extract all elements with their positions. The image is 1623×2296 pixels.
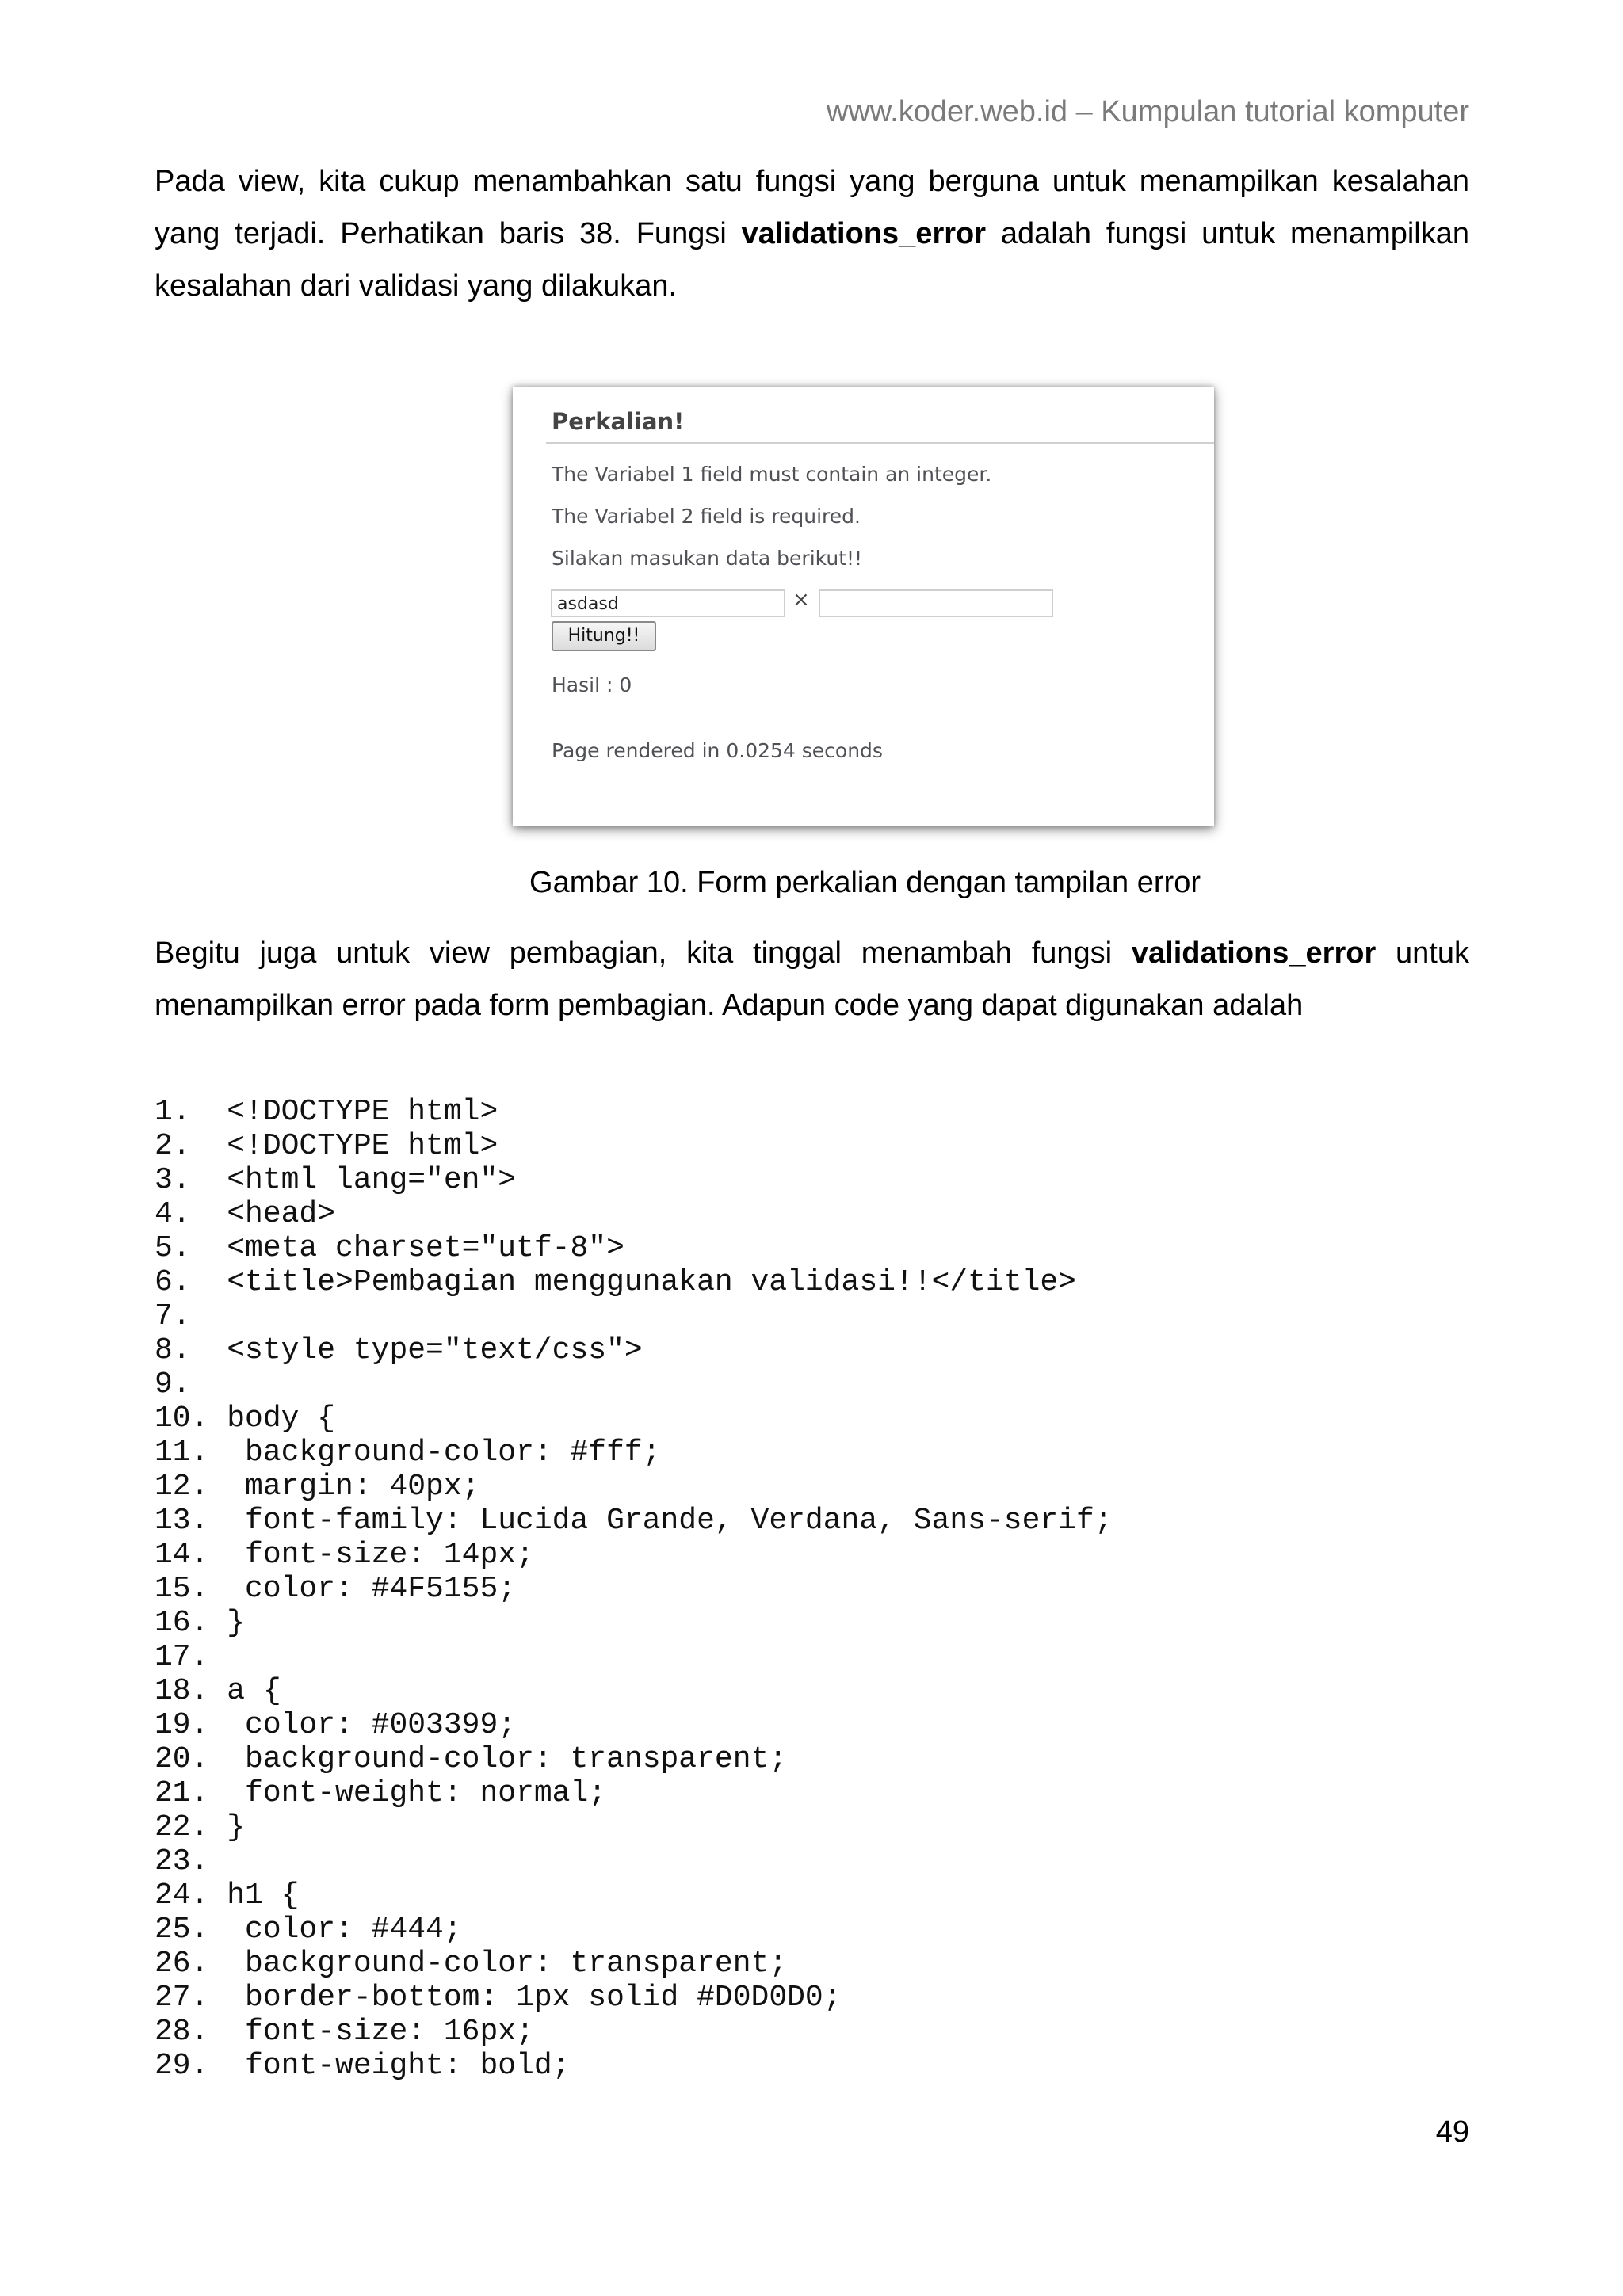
error-message: The Variabel 1 field must contain an integer.: [552, 463, 992, 486]
code-line: 23.: [155, 1844, 209, 1878]
code-line: 21. font-weight: normal;: [155, 1776, 607, 1810]
code-line: 7.: [155, 1299, 191, 1333]
code-line: 26. background-color: transparent;: [155, 1947, 788, 1981]
code-line: 25. color: #444;: [155, 1913, 462, 1947]
code-line: 14. font-size: 14px;: [155, 1538, 534, 1572]
code-line: 13. font-family: Lucida Grande, Verdana, Sans-serif;: [155, 1504, 1113, 1538]
hitung-button[interactable]: Hitung!!: [552, 621, 656, 651]
form-prompt: Silakan masukan data berikut!!: [552, 547, 863, 570]
code-line: 11. background-color: #fff;: [155, 1436, 661, 1470]
code-line: 29. font-weight: bold;: [155, 2049, 571, 2083]
multiply-sign: ×: [792, 588, 810, 612]
form-screenshot: [513, 387, 1214, 826]
page-number: 49: [1435, 2115, 1469, 2149]
code-listing: [155, 1095, 1113, 2083]
code-line: 12. margin: 40px;: [155, 1470, 480, 1504]
render-time-footer: Page rendered in 0.0254 seconds: [552, 739, 883, 762]
form-heading: Perkalian!: [552, 408, 685, 435]
paragraph-intro: [155, 155, 1469, 312]
figure-caption: Gambar 10. Form perkalian dengan tampilan error: [529, 866, 1201, 899]
code-line: 5. <meta charset="utf-8">: [155, 1231, 624, 1265]
code-line: 19. color: #003399;: [155, 1708, 517, 1742]
function-name: validations_error: [741, 217, 987, 250]
code-line: 6. <title>Pembagian menggunakan validasi!!</title>: [155, 1265, 1076, 1299]
variabel2-input[interactable]: [819, 589, 1053, 617]
result-text: Hasil : 0: [552, 673, 632, 696]
heading-divider: [546, 442, 1214, 444]
code-line: 8. <style type="text/css">: [155, 1333, 643, 1367]
code-line: 15. color: #4F5155;: [155, 1572, 517, 1606]
code-line: 3. <html lang="en">: [155, 1163, 517, 1197]
code-line: 18. a {: [155, 1674, 281, 1708]
paragraph-text: Pada view, kita cukup menambahkan satu fungsi yang berguna untuk menampilkan kesalahan yang terjadi. Perhatikan baris 38. Fungsi: [155, 165, 1469, 250]
function-name: validations_error: [1131, 936, 1377, 970]
error-message: The Variabel 2 field is required.: [552, 505, 861, 528]
code-line: 27. border-bottom: 1px solid #D0D0D0;: [155, 1981, 842, 2015]
code-line: 4. <head>: [155, 1197, 336, 1231]
code-line: 17.: [155, 1640, 209, 1674]
code-line: 24. h1 {: [155, 1878, 300, 1913]
code-line: 16. }: [155, 1606, 246, 1640]
code-line: 9.: [155, 1367, 191, 1402]
paragraph-text: Begitu juga untuk view pembagian, kita tinggal menambah fungsi: [155, 936, 1132, 970]
code-line: 2. <!DOCTYPE html>: [155, 1129, 498, 1163]
variabel1-input[interactable]: asdasd: [551, 589, 785, 617]
code-line: 20. background-color: transparent;: [155, 1742, 788, 1776]
page-header: www.koder.web.id – Kumpulan tutorial komputer: [826, 95, 1469, 128]
paragraph-text: untuk menampilkan error pada form pembagian. Adapun code yang dapat digunakan adalah: [155, 936, 1469, 1022]
code-line: 22. }: [155, 1810, 246, 1844]
code-line: 10. body {: [155, 1402, 336, 1436]
code-line: 1. <!DOCTYPE html>: [155, 1095, 498, 1129]
paragraph-pembagian: [155, 927, 1469, 1032]
paragraph-text: adalah fungsi untuk menampilkan kesalahan dari validasi yang dilakukan.: [155, 217, 1470, 303]
code-line: 28. font-size: 16px;: [155, 2015, 534, 2049]
